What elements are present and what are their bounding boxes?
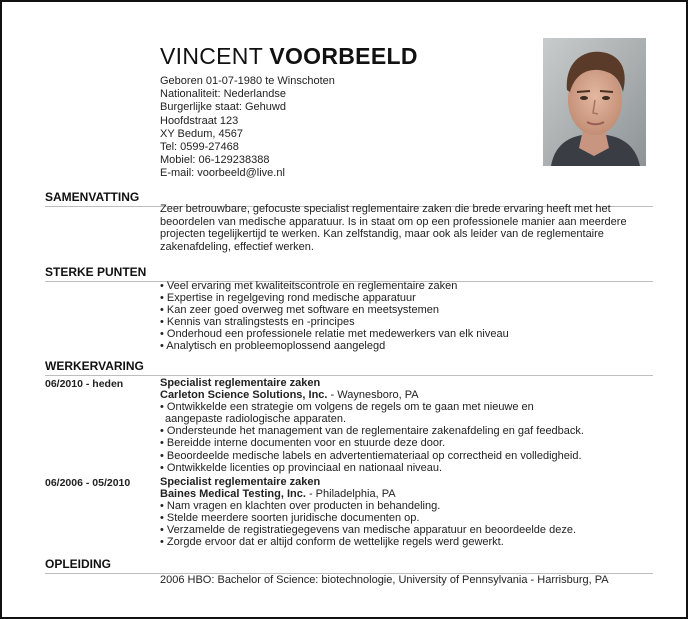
list-item: • Ondersteunde het management van de reglementaire zakenafdeling en gaf feedback. <box>160 425 584 438</box>
job-company-line <box>160 389 650 401</box>
job-dates: 06/2006 - 05/2010 <box>45 477 131 489</box>
street-line: Hoofdstraat 123 <box>160 114 239 127</box>
experience-heading: WERKERVARING <box>45 359 144 373</box>
company-location: - Waynesboro, PA <box>327 389 419 402</box>
contact-details <box>160 75 335 181</box>
summary-heading: SAMENVATTING <box>45 190 140 204</box>
list-item: • Verzamelde de registratiegegevens van medische apparatuur en beoordeelde deze. <box>160 524 577 537</box>
list-item: • Nam vragen en klachten over producten in behandeling. <box>160 500 441 513</box>
phone-line: Tel: 0599-27468 <box>160 141 239 154</box>
education-entry: 2006 HBO: Bachelor of Science: biotechnologie, University of Pennsylvania - Harrisburg, PA <box>160 574 609 586</box>
first-name: VINCENT <box>160 43 263 69</box>
nationality-line: Nationaliteit: Nederlandse <box>160 88 286 101</box>
list-item: • Kennis van stralingstests en -principes <box>160 316 355 329</box>
job-entry <box>160 476 650 549</box>
city-line: XY Bedum, 4567 <box>160 127 243 140</box>
list-item: • Analytisch en probleemoplossend aangelegd <box>160 340 386 353</box>
job-title: Specialist reglementaire zaken <box>160 476 321 488</box>
list-item: • Veel ervaring met kwaliteitscontrole en reglementaire zaken <box>160 280 458 292</box>
list-item: • Beoordeelde medische labels en advertentiemateriaal op correctheid en volledigheid. <box>160 449 582 462</box>
mobile-line: Mobiel: 06-129238388 <box>160 154 270 167</box>
company-name: Carleton Science Solutions, Inc. <box>160 389 328 402</box>
last-name: VOORBEELD <box>269 43 418 69</box>
company-location: - Philadelphia, PA <box>305 488 396 501</box>
candidate-name <box>160 43 418 70</box>
list-item: • Bereidde interne documenten voor en stuurde deze door. <box>160 437 446 450</box>
profile-photo <box>543 38 646 166</box>
list-item: • Expertise in regelgeving rond medische apparatuur <box>160 292 416 305</box>
strengths-heading: STERKE PUNTEN <box>45 265 147 279</box>
list-item: • Ontwikkelde een strategie om volgens de regels om te gaan met nieuwe en <box>160 401 534 414</box>
company-name: Baines Medical Testing, Inc. <box>160 488 306 501</box>
job-company-line <box>160 488 650 500</box>
strengths-list <box>160 280 509 353</box>
marital-status-line: Burgerlijke staat: Gehuwd <box>160 101 286 114</box>
education-heading: OPLEIDING <box>45 557 112 571</box>
list-item: • Onderhoud een professionele relatie met medewerkers van elk niveau <box>160 328 509 341</box>
job-dates: 06/2010 - heden <box>45 378 124 390</box>
list-item: aangepaste radiologische apparaten. <box>165 413 347 426</box>
section-divider <box>45 375 653 376</box>
list-item: • Zorgde ervoor dat er altijd conform de wettelijke regels werd gewerkt. <box>160 536 504 549</box>
birth-line: Geboren 01-07-1980 te Winschoten <box>160 75 335 87</box>
job-title: Specialist reglementaire zaken <box>160 377 321 389</box>
summary-text: Zeer betrouwbare, gefocuste specialist reglementaire zaken die brede ervaring heeft met het beoordelen van medische apparatuur. Is in staat om op een professionele manier aan meerdere projecten tegelijkertijd te werken. Kan zelfstandig, maar ook als leider van de reglementaire zakenafdeling, effectief werken. <box>160 203 627 253</box>
list-item: • Kan zeer goed overweg met software en meetsystemen <box>160 304 439 317</box>
email-line: E-mail: voorbeeld@live.nl <box>160 167 285 180</box>
list-item: • Ontwikkelde licenties op provinciaal en nationaal niveau. <box>160 461 443 474</box>
list-item: • Stelde meerdere soorten juridische documenten op. <box>160 512 420 525</box>
job-entry <box>160 377 650 474</box>
